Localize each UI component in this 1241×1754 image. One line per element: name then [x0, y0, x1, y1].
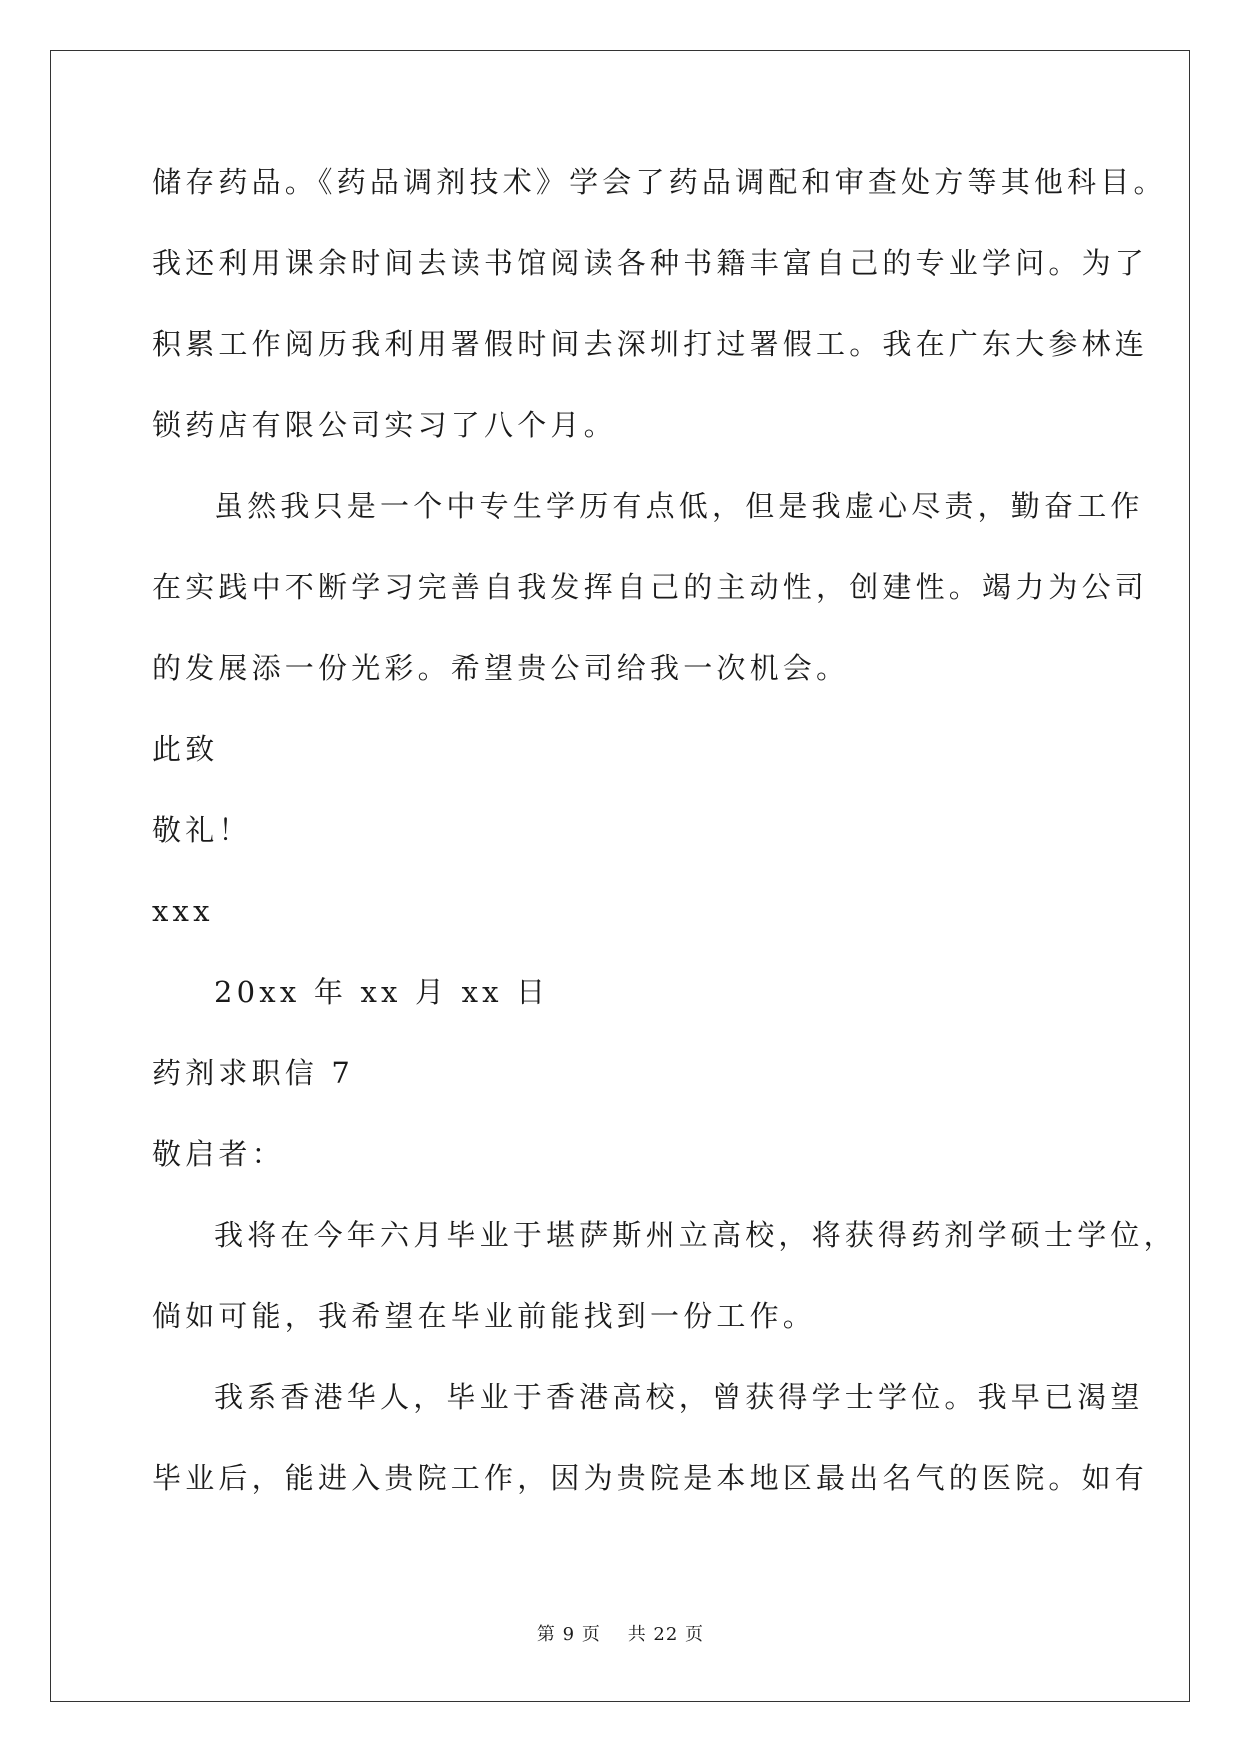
text-line: 积累工作阅历我利用署假时间去深圳打过署假工。我在广东大参林连 — [152, 327, 1149, 361]
closing-regards: 敬礼！ — [152, 813, 252, 847]
text-line: 的发展添一份光彩。希望贵公司给我一次机会。 — [152, 651, 850, 685]
text-line: 锁药店有限公司实习了八个月。 — [152, 408, 617, 442]
text-line: 倘如可能，我希望在毕业前能找到一份工作。 — [152, 1299, 817, 1333]
text-line: 毕业后，能进入贵院工作，因为贵院是本地区最出名气的医院。如有 — [152, 1461, 1149, 1495]
text-line: 在实践中不断学习完善自我发挥自己的主动性，创建性。竭力为公司 — [152, 570, 1149, 604]
greeting: 敬启者： — [152, 1137, 285, 1171]
letter-heading: 药剂求职信 7 — [152, 1056, 355, 1090]
signature-name: xxx — [152, 894, 214, 928]
closing-salutation: 此致 — [152, 732, 219, 766]
signature-date: 20xx 年 xx 月 xx 日 — [214, 975, 550, 1009]
text-line: 虽然我只是一个中专生学历有点低，但是我虚心尽责，勤奋工作 — [214, 489, 1144, 523]
text-line: 我还利用课余时间去读书馆阅读各种书籍丰富自己的专业学问。为了 — [152, 246, 1149, 280]
text-line: 我将在今年六月毕业于堪萨斯州立高校，将获得药剂学硕士学位， — [214, 1218, 1177, 1252]
text-line: 我系香港华人，毕业于香港高校，曾获得学士学位。我早已渴望 — [214, 1380, 1144, 1414]
text-line: 储存药品。《药品调剂技术》学会了药品调配和审查处方等其他科目。 — [152, 165, 1167, 199]
document-body — [152, 164, 1177, 1541]
page-number-footer: 第 9 页 共 22 页 — [536, 1624, 705, 1645]
